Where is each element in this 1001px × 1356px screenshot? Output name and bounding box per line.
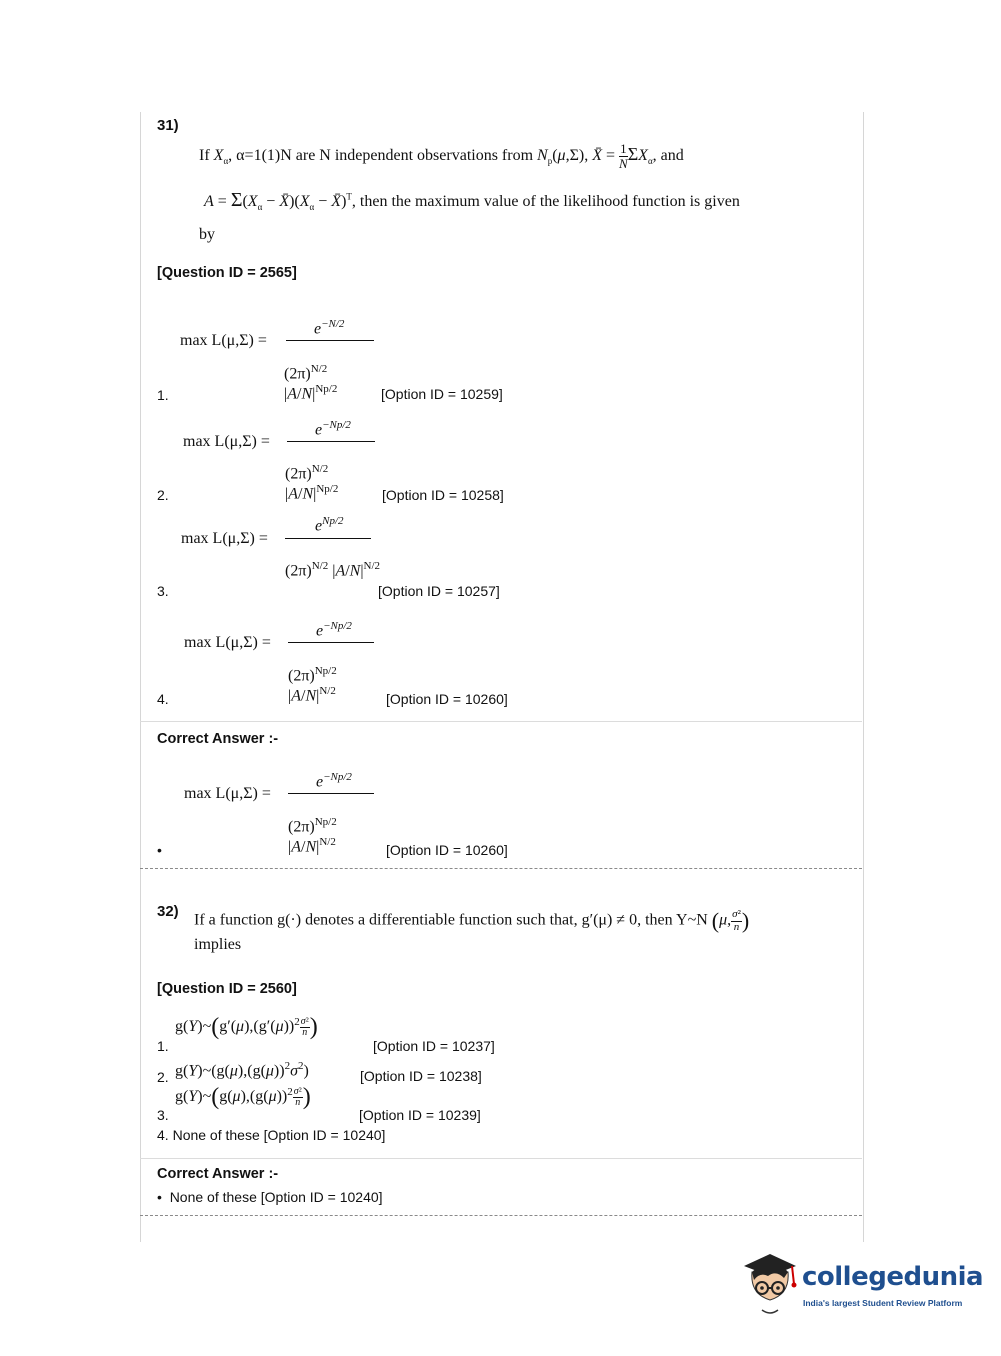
q31-option-1-number: 1.: [157, 387, 169, 403]
q31-option-4-number: 4.: [157, 691, 169, 707]
q31-correct-answer-label: Correct Answer :-: [157, 731, 279, 747]
q31-correct-lhs: max L(μ,Σ) =: [184, 785, 271, 802]
q31-option-3-id[interactable]: [Option ID = 10257]: [378, 583, 500, 599]
question-32-id: [Question ID = 2560]: [157, 981, 297, 997]
q32-option-2-number: 2.: [157, 1069, 169, 1085]
q32-option-4-text: None of these [Option ID = 10240]: [172, 1127, 386, 1143]
logo-tagline: India's largest Student Review Platform: [803, 1298, 963, 1308]
q32-correct-answer-label: Correct Answer :-: [157, 1166, 279, 1182]
q31-option-2-exponent: −Np/2: [322, 419, 351, 431]
q31-correct-exponent: −Np/2: [323, 771, 352, 783]
q31-option-1-formula: max L(μ,Σ) = $e^{-N/2}$ $(2\pi)^{N/2}$ $|A/N|^{Np/2}$: [180, 305, 380, 395]
q32-option-3-number: 3.: [157, 1107, 169, 1123]
q31-option-1-pow-det: Np/2: [315, 383, 338, 396]
q31-and: , and: [652, 146, 684, 164]
q31-option-4-formula: max L(μ,Σ) = $e^{-Np/2}$ $(2\pi)^{Np/2}$ $|A/N|^{N/2}$: [184, 607, 384, 697]
q32-option-3-formula: $g(Y)\sim(g(\mu),(g(\mu))^2$ $\frac{\text{σ²}}{n}$ ): [175, 1084, 311, 1110]
q32-option-2-id[interactable]: [Option ID = 10238]: [360, 1068, 482, 1084]
q31-correct-pow-det: N/2: [319, 836, 336, 849]
q31-option-4-id[interactable]: [Option ID = 10260]: [386, 691, 508, 707]
q31-option-1-exponent: −N/2: [321, 318, 345, 330]
question-separator: [140, 868, 862, 869]
q31-option-4-pow-det: N/2: [319, 685, 336, 698]
question-31-line-3: by: [199, 226, 215, 243]
q32-option-4[interactable]: [157, 1127, 385, 1143]
q32-line-1-text: If a function g(·) denotes a differentiable function such that, g′(μ) ≠ 0, then Y~N: [194, 911, 708, 929]
q31-option-1-id[interactable]: [Option ID = 10259]: [381, 386, 503, 402]
q31-correct-pow-2pi: Np/2: [314, 816, 337, 828]
q32-correct-bullet: •: [157, 1189, 162, 1205]
q31-option-3-pow-det: N/2: [363, 560, 381, 572]
q31-option-2-number: 2.: [157, 487, 169, 503]
q32-option-1-number: 1.: [157, 1038, 169, 1054]
q31-option-3-formula: max L(μ,Σ) = $e^{Np/2}$ $(2\pi)^{N/2}$ $|A/N|^{N/2}$: [181, 515, 381, 580]
divider: [140, 1158, 862, 1159]
question-32-number: 32): [157, 903, 179, 920]
q31-option-2-pow-2pi: N/2: [311, 463, 329, 475]
question-31-line-2: $A = \Sigma(X_\alpha$ − $X̄)(X_\alpha$ − X̄)$^T$, then the maximum value of the likelihood function is given: [204, 189, 740, 213]
q31-observations-text: α=1(1)N are N independent observations from: [236, 146, 534, 164]
q32-option-4-number: 4.: [157, 1127, 169, 1143]
mascot-icon: [740, 1250, 800, 1316]
q32-option-2-formula: $g(Y)\sim(g(\mu),(g(\mu))^2\sigma^2)$: [175, 1060, 309, 1080]
q31-option-3-number: 3.: [157, 583, 169, 599]
q31-then-text: , then the maximum value of the likelihood function is given: [351, 193, 740, 210]
question-32-line-1: If a function g(·) denotes a differentiable function such that, g′(μ) ≠ 0, then Y~N (μ, $\frac{\text{σ²}}{n}$ ): [194, 908, 750, 934]
q31-option-2-formula: max L(μ,Σ) = $e^{-Np/2}$ $(2\pi)^{N/2}$ $|A/N|^{Np/2}$: [183, 406, 383, 496]
q31-option-3-exponent: Np/2: [322, 515, 344, 527]
q31-option-2-id[interactable]: [Option ID = 10258]: [382, 487, 504, 503]
q32-option-1-id[interactable]: [Option ID = 10237]: [373, 1038, 495, 1054]
question-31-line-1: If $X_\alpha$, α=1(1)N are N independent observations from $N_p(\mu,\Sigma)$, X̄ = $\frac{1}{N}$ $\Sigma X_\alpha$, and: [199, 141, 684, 171]
question-31-number: 31): [157, 117, 179, 134]
q31-option-1-lhs: max L(μ,Σ) =: [180, 332, 267, 349]
logo-wordmark: collegedunia: [802, 1262, 984, 1292]
q31-if: If: [199, 146, 210, 164]
q31-option-3-pow-2pi: N/2: [311, 560, 329, 572]
q31-option-4-lhs: max L(μ,Σ) =: [184, 634, 271, 651]
q32-correct-text: None of these [Option ID = 10240]: [169, 1189, 383, 1205]
q31-correct-id: [Option ID = 10260]: [386, 842, 508, 858]
q31-option-2-pow-det: Np/2: [316, 483, 339, 496]
collegedunia-logo[interactable]: [740, 1250, 984, 1320]
divider: [140, 721, 862, 722]
q31-option-1-pow-2pi: N/2: [310, 363, 328, 375]
q31-option-3-lhs: max L(μ,Σ) =: [181, 530, 268, 547]
q32-option-3-id[interactable]: [Option ID = 10239]: [359, 1107, 481, 1123]
question-31-id: [Question ID = 2565]: [157, 265, 297, 281]
q32-option-1-formula: $g(Y)\sim(g'(\mu),(g'(\mu))^2$ $\frac{\text{σ²}}{n}$ ): [175, 1014, 318, 1040]
q31-correct-bullet: •: [157, 842, 162, 858]
q31-correct-formula: max L(μ,Σ) = $e^{-Np/2}$ $(2\pi)^{Np/2}$ $|A/N|^{N/2}$: [184, 758, 384, 848]
q32-correct-answer: [157, 1189, 383, 1205]
q31-option-2-lhs: max L(μ,Σ) =: [183, 433, 270, 450]
question-separator: [140, 1215, 862, 1216]
q31-option-4-exponent: −Np/2: [323, 620, 352, 632]
q31-option-4-pow-2pi: Np/2: [314, 665, 337, 677]
question-32-line-2: implies: [194, 936, 242, 953]
